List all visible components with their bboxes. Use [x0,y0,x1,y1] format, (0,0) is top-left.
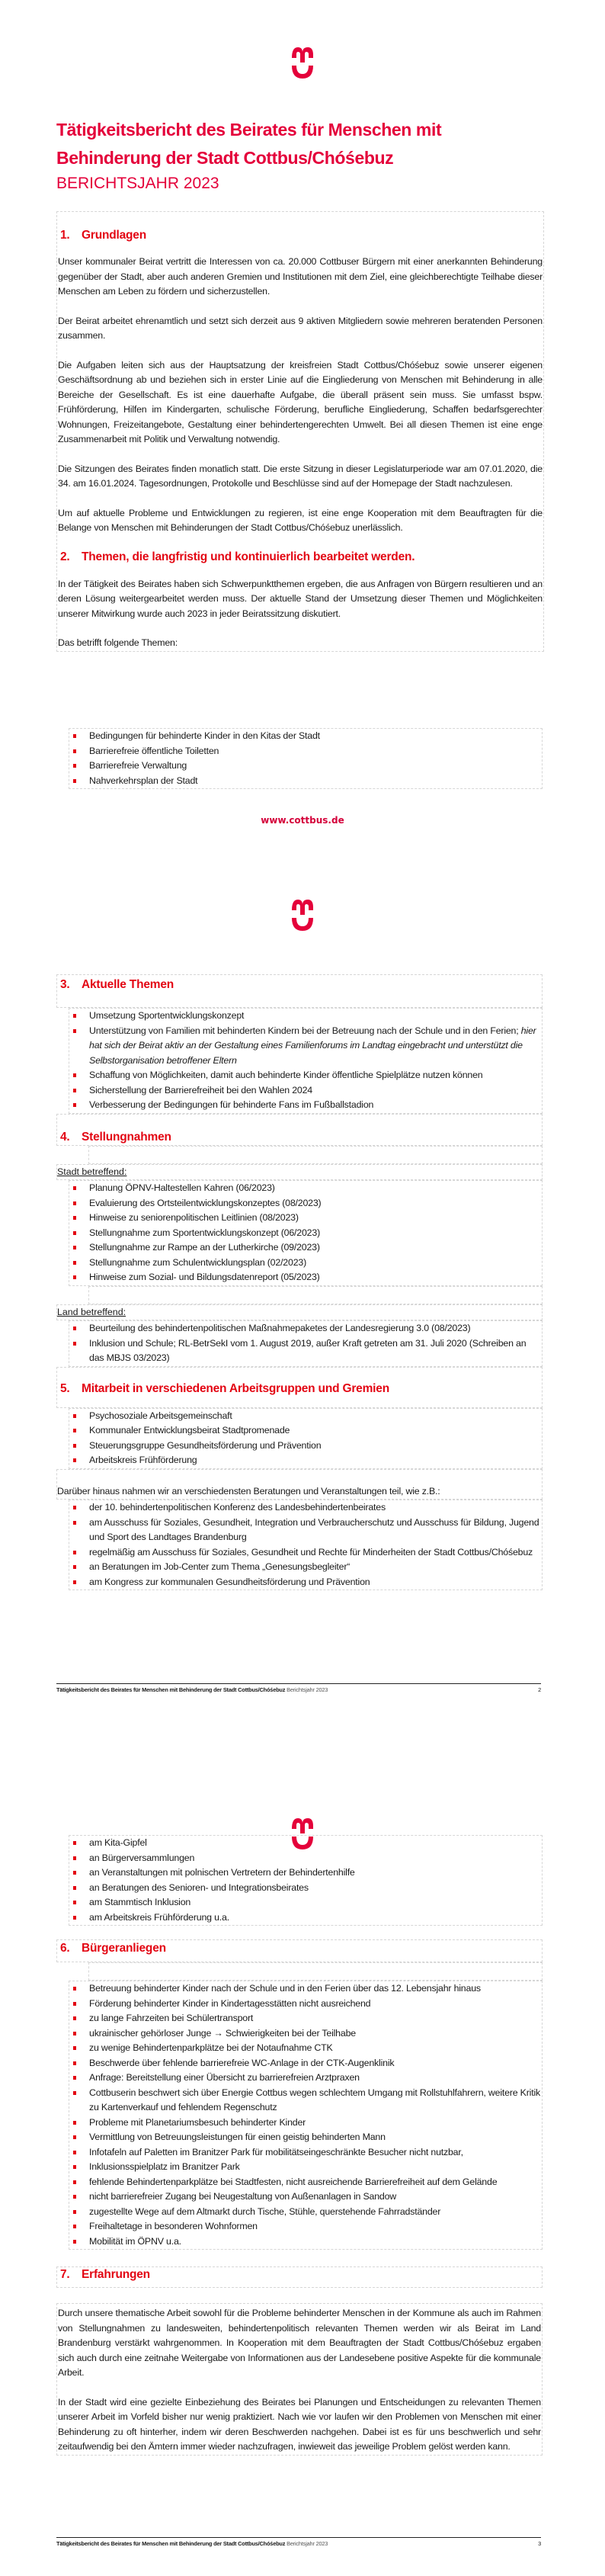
list-item: Betreuung behinderter Kinder nach der Schule und in den Ferien über das 12. Lebensjahr hinaus [69,1981,542,1997]
list-item: der 10. behindertenpolitischen Konferenz des Landesbehindertenbeirates [69,1500,542,1516]
document-title-line1: Tätigkeitsbericht des Beirates für Menschen mit [56,120,442,140]
list-item: an Veranstaltungen mit polnischen Vertretern der Behindertenhilfe [69,1865,542,1881]
footer-title: Tätigkeitsbericht des Beirates für Menschen mit Behinderung der Stadt Cottbus/Chóśebuz Berichtsjahr 2023 [56,2540,328,2547]
list-item: Freihaltetage in besonderen Wohnformen [69,2219,542,2234]
page-number: 3 [538,2540,541,2547]
section-3-heading-box [56,974,543,1008]
list-item: Verbesserung der Bedingungen für behinderte Fans im Fußballstadion [69,1098,542,1113]
list-item: Umsetzung Sportentwicklungskonzept [69,1009,542,1024]
list-item: am Kongress zur kommunalen Gesundheitsförderung und Prävention [69,1575,542,1590]
page-number: 2 [538,1686,541,1693]
spacer [88,1286,543,1304]
section-7-heading-box [56,2266,543,2288]
list-item: zu wenige Behindertenparkplätze bei der Notaufnahme CTK [69,2041,542,2056]
list-item: am Kita-Gipfel [69,1836,542,1851]
list-item: fehlende Behindertenparkplätze bei Stadtfesten, nicht ausreichende Barrierefreiheit auf dem Gelände [69,2175,542,2190]
title-block [56,116,543,195]
list-item: Hinweise zum Sozial- und Bildungsdatenreport (05/2023) [69,1270,542,1285]
list-item: Anfrage: Bereitstellung einer Übersicht zu barrierefreien Arztpraxen [69,2071,542,2086]
section-2-intro: Das betrifft folgende Themen: [58,637,178,648]
list-item: Stellungnahme zum Schulentwicklungsplan (02/2023) [69,1256,542,1271]
events-list-page2 [69,1500,543,1590]
section-3-heading: 3. Aktuelle Themen [60,978,174,991]
list-item: Sicherstellung der Barrierefreiheit bei den Wahlen 2024 [69,1083,542,1099]
list-item: Kommunaler Entwicklungsbeirat Stadtpromenade [69,1423,542,1439]
page-3-body [56,1835,543,2456]
list-item: regelmäßig am Ausschuss für Soziales, Gesundheit und Rechte für Minderheiten der Stadt Cottbus/Chóśebuz [69,1545,542,1561]
section-1 [56,211,544,652]
section-7-paragraph-2: In der Stadt wird eine gezielte Einbeziehung des Beirates bei Planungen und Entscheidungen zu relevanten Themen unserer Arbeit im Vorfeld bisher nur wenig praktiziert. Nach wie vor laufen wir den Problemen von Menschen mit einer Behinderung zu oft hinterher, indem wir deren Beschwerden nachgehen. Dabei ist es für uns beschwerlich und sehr zeitaufwendig bei den Ämtern immer wieder nachzufragen, inwieweit das jeweilige Problem gelöst werden kann. [58,2396,541,2452]
section-7-body [56,2303,543,2456]
page-2 [0,839,605,1723]
list-item: Nahverkehrsplan der Stadt [69,774,542,789]
list-item: am Stammtisch Inklusion [69,1895,542,1910]
document-title-line2: Behinderung der Stadt Cottbus/Chóśebuz [56,148,394,168]
list-item: zugestellte Wege auf dem Altmarkt durch Tische, Stühle, querstehende Fahrradständer [69,2205,542,2220]
stadt-list [69,1180,543,1286]
list-item: Schaffung von Möglichkeiten, damit auch behinderte Kinder öffentliche Spielplätze nutzen können [69,1068,542,1083]
list-item: an Beratungen des Senioren- und Integrationsbeirates [69,1881,542,1896]
list-item: Stellungnahme zum Sportentwicklungskonzept (06/2023) [69,1226,542,1241]
stadt-label: Stadt betreffend: [56,1164,543,1181]
events-list-page3 [69,1835,543,1926]
land-label: Land betreffend: [56,1304,543,1321]
list-item: Barrierefreie Verwaltung [69,759,542,774]
list-item: ukrainischer gehörloser Junge → Schwierigkeiten bei der Teilhabe [69,2026,542,2042]
page-3 [0,1723,605,2576]
list-item: zu lange Fahrzeiten bei Schülertransport [69,2011,542,2026]
land-list [69,1320,543,1367]
section-2-paragraph: In der Tätigkeit des Beirates haben sich Schwerpunktthemen ergeben, die aus Anfragen von Bürgern resultieren und an deren Lösung weitergearbeitet werden muss. Der aktuelle Stand der Umsetzung dieser Themen und Möglichkeiten unserer Mitwirkung wurde auch 2023 in jeder Beiratssitzung diskutiert. [58,578,543,619]
list-item: Stellungnahme zur Rampe an der Lutherkirche (09/2023) [69,1240,542,1256]
section-7-paragraph-1: Durch unsere thematische Arbeit sowohl für die Probleme behinderter Menschen in der Kommune als auch im Rahmen von Stellungnahmen zu landesweiten, behindertenpolitisch relevanten Themen werden wir als Beirat im Land Brandenburg verstärkt wahrgenommen. In Kooperation mit dem Beauftragten der Stadt Cottbus/Chóśebuz ergaben sich auch durch eine zeitnahe Weitergabe von Informationen aus der Landesebene positive Aspekte für die kommunale Arbeit. [58,2308,541,2378]
cottbus-city-logo-icon [290,897,315,932]
section-6-heading-box [56,1939,543,1962]
list-item: Barrierefreie öffentliche Toiletten [69,744,542,759]
footer-title: Tätigkeitsbericht des Beirates für Menschen mit Behinderung der Stadt Cottbus/Chóśebuz Berichtsjahr 2023 [56,1686,328,1693]
section-1-paragraph-4: Die Sitzungen des Beirates finden monatlich statt. Die erste Sitzung in dieser Legislaturperiode war am 07.01.2020, die 34. am 16.01.2024. Tagesordnungen, Protokolle und Beschlüsse sind auf der Homepage der Stadt nachzulesen. [58,463,543,489]
section-4-heading: 4. Stellungnahmen [60,1130,171,1144]
list-item: am Arbeitskreis Frühförderung u.a. [69,1910,542,1926]
section-5-intro: Darüber hinaus nahmen wir an verschiedensten Beratungen und Veranstaltungen teil, wie z.B.: [57,1485,440,1497]
list-item: Probleme mit Planetariumsbesuch behinderter Kinder [69,2116,542,2131]
list-item: Steuerungsgruppe Gesundheitsförderung und Prävention [69,1439,542,1454]
section-5-heading: 5. Mitarbeit in verschiedenen Arbeitsgruppen und Gremien [60,1381,389,1395]
section-6-heading: 6. Bürgeranliegen [60,1942,166,1955]
section-5-list [69,1408,543,1469]
list-item: nicht barrierefreier Zugang bei Neugestaltung von Außenanlagen in Sandow [69,2189,542,2205]
section-1-paragraph-5: Um auf aktuelle Probleme und Entwicklungen zu regieren, ist eine enge Kooperation mit dem Beauftragten für die Belange von Menschen mit Behinderungen der Stadt Cottbus/Chóśebuz unerlässlich. [58,507,543,533]
list-item: Hinweise zu seniorenpolitischen Leitlinien (08/2023) [69,1211,542,1226]
list-item: an Beratungen im Job-Center zum Thema „Genesungsbegleiter“ [69,1560,542,1575]
section-3-list [69,1008,543,1114]
report-year: BERICHTSJAHR 2023 [56,175,219,192]
section-2-list-wrap [56,728,543,789]
page-footer [56,2537,541,2547]
cottbus-city-logo-icon [290,44,315,79]
list-item: Planung ÖPNV-Haltestellen Kahren (06/2023) [69,1181,542,1196]
page-2-body [56,974,543,1590]
spacer [88,1962,543,1981]
list-item: Beurteilung des behindertenpolitischen Maßnahmepaketes der Landesregierung 3.0 (08/2023) [69,1321,542,1336]
list-item: Evaluierung des Ortsteilentwicklungskonzeptes (08/2023) [69,1196,542,1211]
section-6-list [69,1981,543,2250]
list-item: Psychosoziale Arbeitsgemeinschaft [69,1409,542,1424]
website-link[interactable]: www.cottbus.de [261,815,344,826]
list-item: Cottbuserin beschwert sich über Energie Cottbus wegen schlechtem Umgang mit Rollstuhlfahrern, weitere Kritik zu Kartenverkauf und fehlendem Regenschutz [69,2086,542,2116]
section-7-heading: 7. Erfahrungen [60,2268,150,2281]
section-1-heading: 1. Grundlagen [60,229,146,242]
list-item: Inklusion und Schule; RL-BetrSekI vom 1. August 2019, außer Kraft getreten am 31. Juli 2020 (Schreiben an das MBJS 03/2023) [69,1336,542,1366]
section-1-paragraph-1: Unser kommunaler Beirat vertritt die Interessen von ca. 20.000 Cottbuser Bürgern mit einer anerkannten Behinderung gegenüber der Stadt, aber auch anderen Gremien und Institutionen mit dem Ziel, eine gleichberechtigte Teilhabe dieser Menschen am Leben zu fördern und sicherzustellen. [58,256,543,297]
list-item: Mobilität im ÖPNV u.a. [69,2234,542,2250]
section-5-heading-box [56,1367,543,1408]
list-item: Förderung behinderter Kinder in Kindertagesstätten nicht ausreichend [69,1997,542,2012]
page-footer [56,1683,541,1693]
section-2-heading: 2. Themen, die langfristig und kontinuierlich bearbeitet werden. [60,550,415,563]
list-item: Vermittlung von Betreuungsleistungen für einen geistig behinderten Mann [69,2130,542,2145]
list-item: Infotafeln auf Paletten im Branitzer Park für mobilitätseingeschränkte Besucher nicht nutzbar, [69,2145,542,2161]
list-item: Bedingungen für behinderte Kinder in den Kitas der Stadt [69,729,542,744]
section-5-intro-box [56,1469,543,1500]
section-4-heading-box [56,1114,543,1146]
section-1-paragraph-2: Der Beirat arbeitet ehrenamtlich und setzt sich derzeit aus 9 aktiven Mitgliedern sowie mehreren beratenden Personen zusammen. [58,315,543,341]
page-1 [0,0,605,839]
section-2-list [69,728,543,789]
list-item: am Ausschuss für Soziales, Gesundheit, Integration und Verbraucherschutz und Ausschuss für Bildung, Jugend und Sport des Landtages Brandenburg [69,1516,542,1545]
spacer [88,1146,543,1164]
list-item: Unterstützung von Familien mit behinderten Kindern bei der Betreuung nach der Schule und in den Ferien; hier hat sich der Beirat aktiv an der Gestaltung eines Familienforums im Landtag eingebracht und unterstützt die Selbstorganisation betroffener Eltern [69,1024,542,1069]
list-item: Arbeitskreis Frühförderung [69,1453,542,1468]
section-1-paragraph-3: Die Aufgaben leiten sich aus der Hauptsatzung der kreisfreien Stadt Cottbus/Chóśebuz sowie unserer eigenen Geschäftsordnung ab und beziehen sich in erster Linie auf die Eingliederung von Menschen mit Behinderung in alle Bereiche der Gesellschaft. Es ist eine dauerhafte Aufgabe, die überall präsent sein muss. Sie umfasst bspw. Frühförderung, Hilfen im Kindergarten, schulische Förderung, berufliche Eingliederung, Schaffen bedarfsgerechter Wohnungen, Freizeitangebote, Gestaltung einer behindertengerechten Umwelt. Bei all diesen Themen ist eine enge Zusammenarbeit mit Politik und Verwaltung notwendig. [58,359,543,444]
list-item: Inklusionsspielplatz im Branitzer Park [69,2160,542,2175]
list-item: an Bürgerversammlungen [69,1851,542,1866]
list-item: Beschwerde über fehlende barrierefreie WC-Anlage in der CTK-Augenklinik [69,2056,542,2071]
